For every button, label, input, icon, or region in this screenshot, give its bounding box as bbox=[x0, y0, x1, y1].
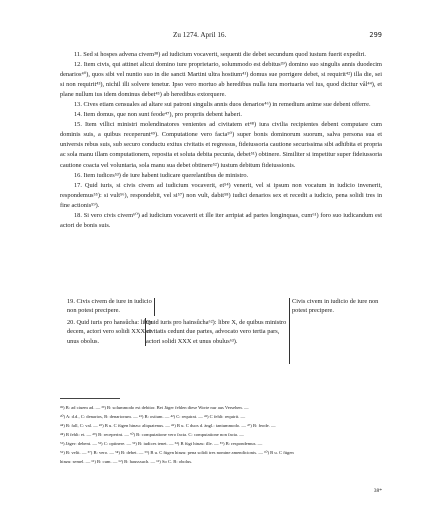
paragraph: 11. Sed si hospes advena civem³⁸) ad iudicium vocaverit, sequenti die debet secundum quod iustum fuerit expediri. bbox=[74, 51, 366, 58]
column-middle-20: Quid iuris pro hainsûcha⁶²): libre X, de quibus ministro civitatis cedunt due partes, advocato vero tertia pars, actori solidi XXX et unus obulus⁶³). bbox=[146, 319, 287, 345]
paragraph: 18. Si vero civis civem⁶⁰) ad iudicium vocaverit et ille iter arripiat ad partes longinquas, cum⁶¹) foro suo iudicandum est actori de bonis suis. bbox=[60, 211, 382, 229]
main-text bbox=[60, 50, 382, 231]
paragraph: 12. Item civis, qui attinet alicui domino iure proprietario, solummodo est debitus³⁹) domino suo singulis annis duodecim denarios⁴⁰), quos sibi vel nuntio suo in die sancti Martini ultra hostium⁴¹) domus sue porrigere debet, si requirit⁴²) illa die, sei si non requirit⁴³), nichil illi solvere tenetur. Ipso vero mortuo ab heredibus nulla iura mortuaria vel ius, quod dicitur vâl⁴⁴), et plane nullum ius idem dominus debet⁴⁵) ab heredibus extorquere. bbox=[60, 61, 382, 99]
columns-bottom bbox=[60, 318, 382, 368]
column-divider bbox=[154, 298, 155, 316]
footnote-line: ⁵¹) Jäger: debent. — ⁵²) C: optinere. — ⁵³) B: iudices tenet. — ⁵⁴) B fügt hinzu: ille. — ⁵⁵) B: respondemus. — bbox=[60, 441, 263, 446]
column-right-19: Civis civem in iudicio de iure non potest precipere. bbox=[292, 298, 379, 315]
footnote-rule bbox=[60, 398, 120, 399]
header-title: Zu 1274. April 16. bbox=[173, 31, 227, 39]
page-number: 299 bbox=[369, 31, 382, 39]
signature-mark: 38* bbox=[373, 488, 382, 494]
running-header bbox=[60, 31, 382, 41]
footnote-line: ³⁸) B: ad ciuem ad. — ³⁹) B: solummodo est debitor. Bei Jäger fehlen diese Worte nur aus Versehen. — bbox=[60, 405, 249, 410]
footnotes bbox=[60, 403, 382, 466]
paragraph: 17. Quid iuris, si civis civem ad iudicium vocaverit, et⁵⁴) venerit, vel si ipsum non vocatum in iudicio invenerit, respondemus⁵⁵): si vult⁵⁶), respondebit, vel si⁵⁷) non vult, dabit⁵⁸) iudici denarios sex et recedit a iudicio, pena solidi tres in fine actionis⁵⁹). bbox=[60, 181, 382, 209]
paragraph: 16. Item iudices⁵³) de iure habent iudicare querelantibus de ministro. bbox=[74, 171, 249, 179]
column-left-20: 20. Quid iuris pro hansûcha: libre decem, actori vero solidi XXX et unus obolus. bbox=[67, 319, 153, 345]
column-left-19: 19. Civis civem de iure in iudicio non potest precipere. bbox=[67, 298, 152, 315]
footnote-line: ⁵⁶) B: velit. — ⁵⁷) B: vero. — ⁵⁸) B: debet. — ⁵⁹) B u. C fügen hinzu: pena solidi tres nomine amendicionis. — ⁶⁰) B u. C fügen bbox=[60, 450, 294, 455]
paragraph: 13. Cives etiam censuales ad altare sui patroni singulis annis duos denarios⁴⁶) in remedium anime sue debent offerre. bbox=[74, 101, 371, 109]
column-divider bbox=[145, 318, 146, 346]
paragraph: 14. Item domus, que non sunt feode⁴⁷), pro propriis debent haberi. bbox=[74, 111, 242, 119]
footnote-line: ⁴⁰) A: d.d., C: denarios, B: denariorum. — ⁴¹) B: ostium. — ⁴²) C: requirat. — ⁴³) C fehlt: requirit. — bbox=[60, 414, 246, 419]
footnote-line: ⁴⁸) B fehlt: et. — ⁴⁹) B: receperint. — ⁵⁰) B: computatione vero facta. C: computatione non facta. — bbox=[60, 432, 244, 437]
paragraph: 15. Item villici ministri molendinatores venientes ad civitatem et⁴⁸) iura civilia recipientes debent computare cum dominis suis, a quibus receperunt⁴⁹). Computatione vero facta⁵⁰) super bonis dominorum suorum, salva persona sua et universis rebus suis, sub securo conductu exitus civitatis et regressus, fideiussoria cautione securissima sibi adhibita et propria ac sola manu illam computationem, reposita et soluta debita pecunia, debet⁵¹) obtinere. Similiter si impetitur super fideiussoria cautione coacta vel voluntaria, sola manu sua debet obtinere⁵²) iustum debitum fideiussionis. bbox=[60, 121, 382, 169]
footnote-line: hinzu: semel. — ⁶¹) B: cum. — ⁶²) B: hausssuch. — ⁶³) So C. B: obolus. bbox=[60, 459, 193, 464]
footnote-line: ⁴⁴) B: fall, C: val. — ⁴⁵) B u. C fügen hinzu: aliquatenus. — ⁴⁶) B u. C duos d. ängl.: tantummodo. — ⁴⁷) B: feode. — bbox=[60, 423, 276, 428]
